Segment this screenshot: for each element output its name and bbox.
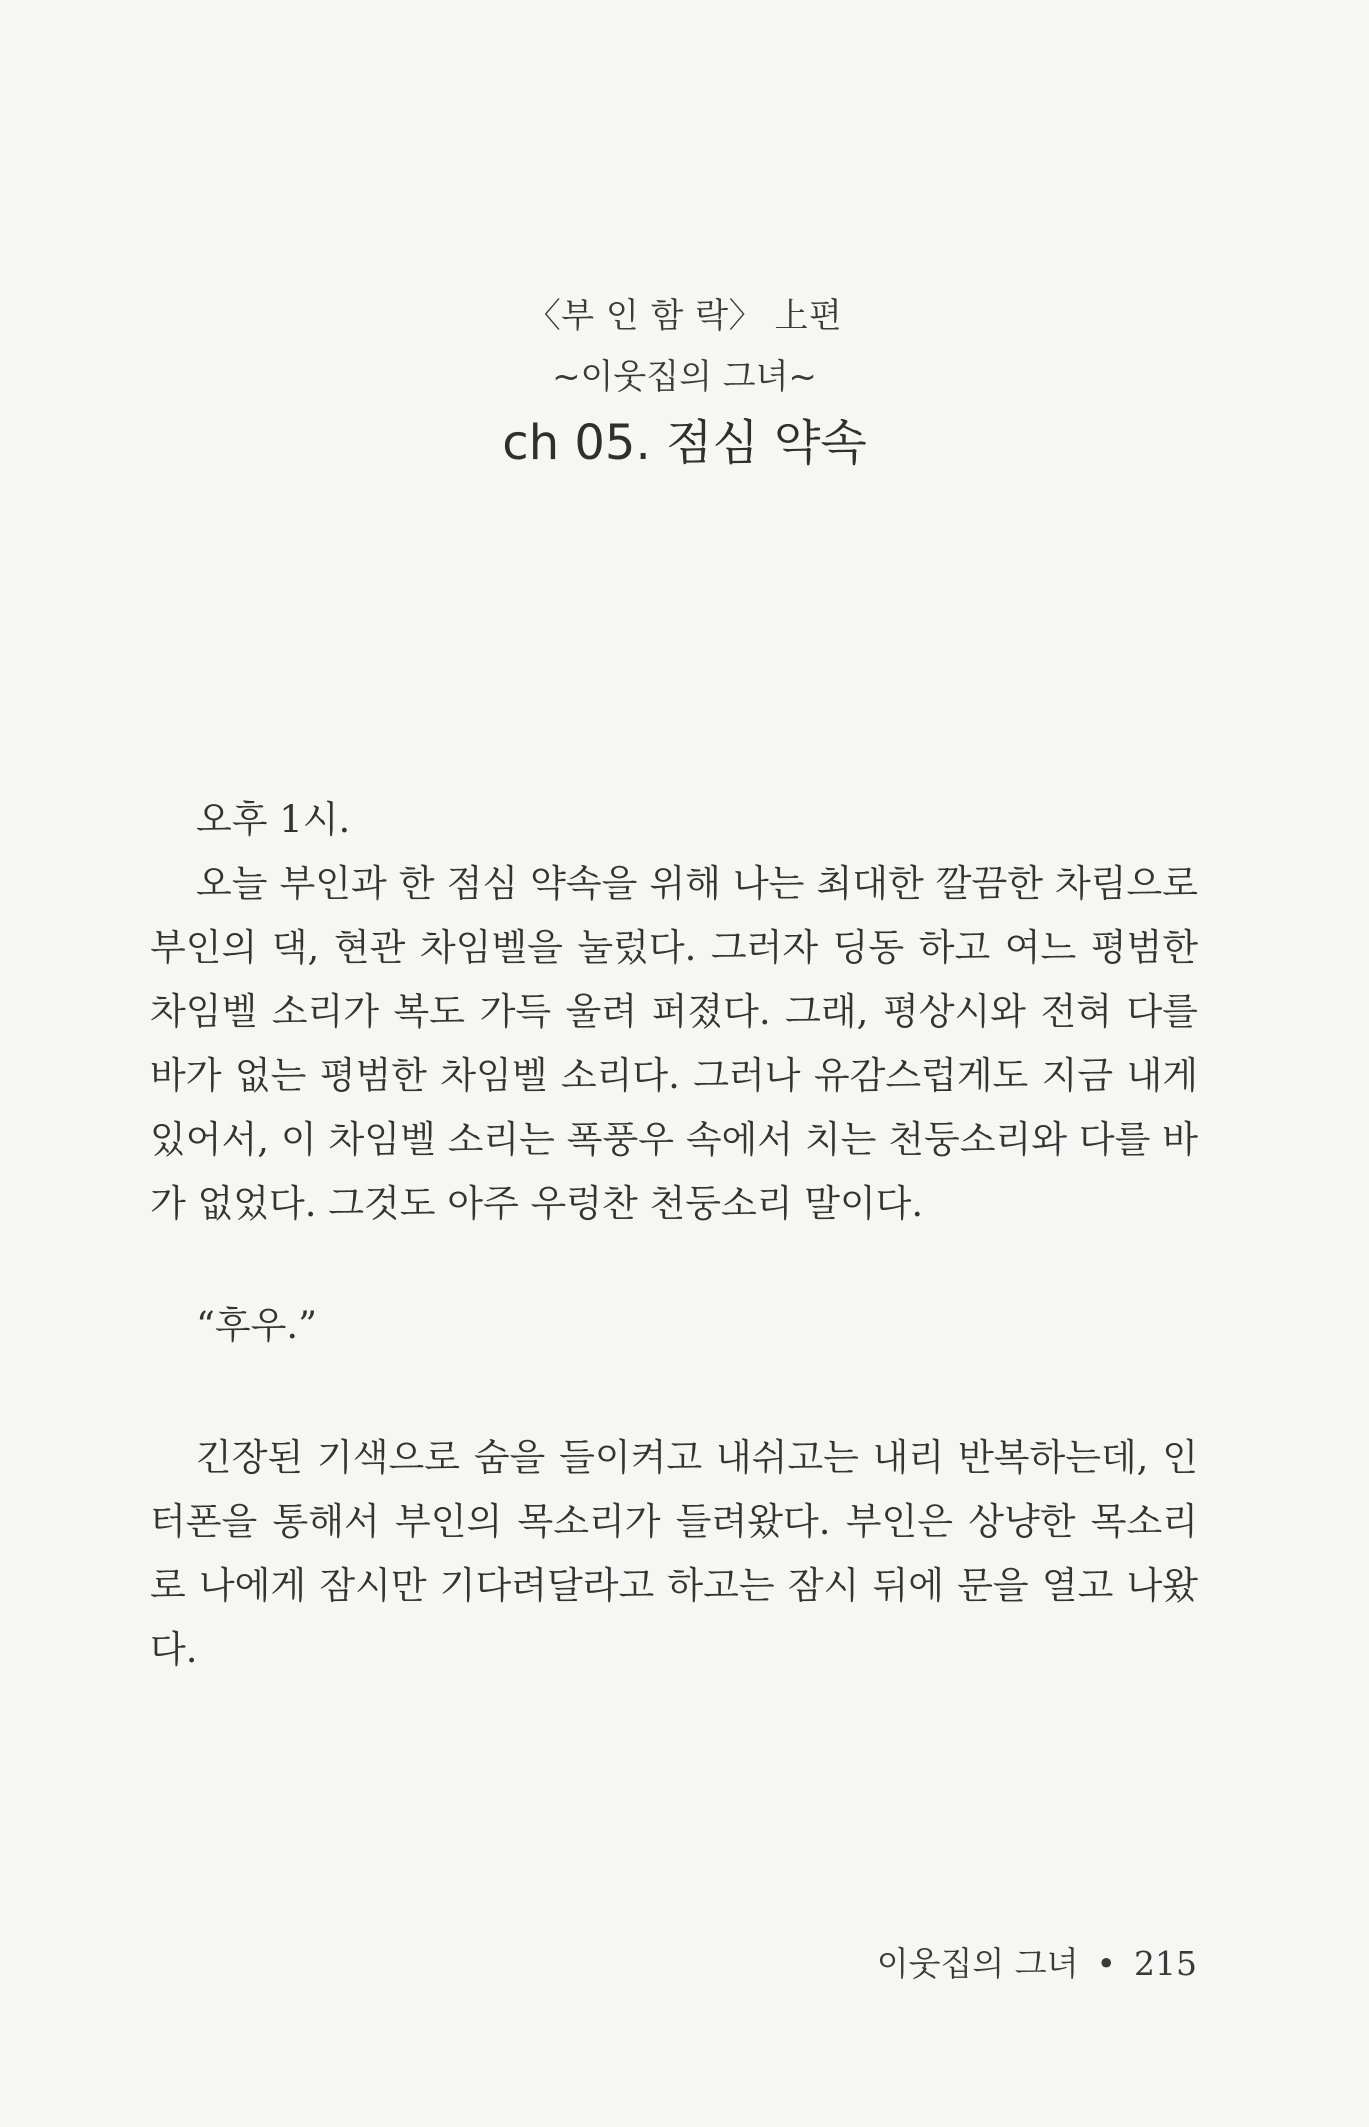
chapter-heading <box>0 296 1369 471</box>
book-subtitle: ~이웃집의 그녀~ <box>552 357 817 397</box>
paragraph-gap <box>150 1236 1198 1294</box>
page-number: 215 <box>1134 1944 1197 1983</box>
body-text <box>150 788 1198 1682</box>
paragraph-gap <box>150 1358 1198 1426</box>
footer-separator: • <box>1096 1944 1116 1983</box>
paragraph-doorbell: 오늘 부인과 한 점심 약속을 위해 나는 최대한 깔끔한 차림으로 부인의 댁, 현관 차임벨을 눌렀다. 그러자 딩동 하고 여느 평범한 차임벨 소리가 복도 가득 울려 퍼졌다. 그래, 평상시와 전혀 다를 바가 없는 평범한 차임벨 소리다. 그러나 유감스럽게도 지금 내게 있어서, 이 차임벨 소리는 폭풍우 속에서 치는 천둥소리와 다를 바가 없었다. 그것도 아주 우렁찬 천둥소리 말이다. <box>150 862 1198 1225</box>
series-title: 〈부 인 함 락〉 上편 <box>526 296 843 336</box>
paragraph-dialogue: “후우.” <box>196 1304 318 1347</box>
chapter-title: ch 05. 점심 약속 <box>502 415 867 471</box>
paragraph-time: 오후 1시. <box>196 798 351 841</box>
footer-book-title: 이웃집의 그녀 <box>876 1944 1079 1983</box>
page-footer <box>877 1944 1197 1984</box>
paragraph-intercom: 긴장된 기색으로 숨을 들이켜고 내쉬고는 내리 반복하는데, 인터폰을 통해서 부인의 목소리가 들려왔다. 부인은 상냥한 목소리로 나에게 잠시만 기다려달라고 하고는 잠시 뒤에 문을 열고 나왔다. <box>150 1436 1198 1671</box>
